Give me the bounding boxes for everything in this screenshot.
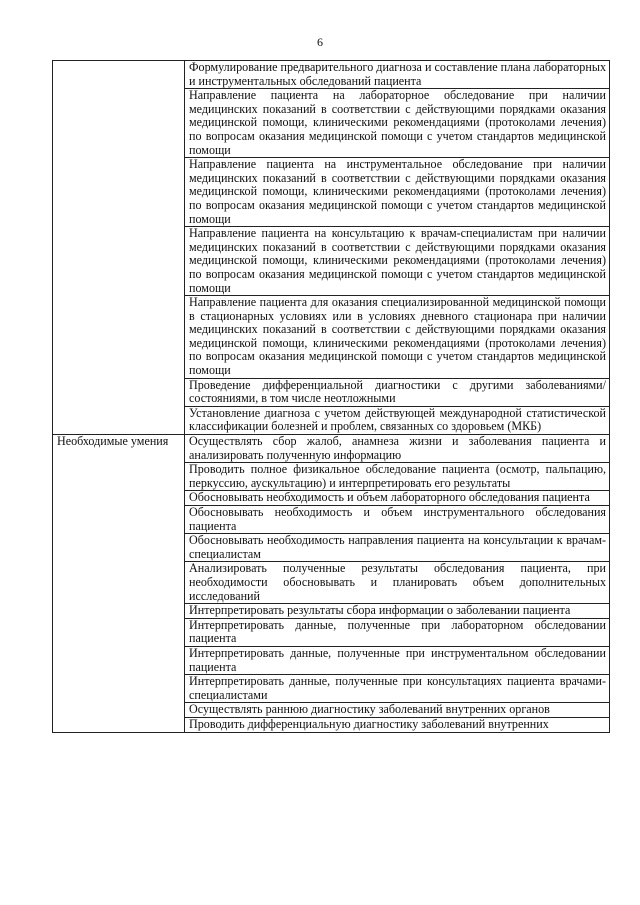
item-cell: Направление пациента на инструментальное обследование при наличии медицинских показаний в соответствии с действующими порядками оказания медицинской помощи, клиническими рекомендациями (протоколами лечения) по вопросам оказания медицинской помощи с учетом стандартов медицинской помощи (185, 158, 610, 227)
item-cell: Обосновывать необходимость и объем инструментального обследования пациента (185, 506, 610, 534)
section-header-cell (53, 61, 185, 435)
item-cell: Направление пациента на лабораторное обследование при наличии медицинских показаний в соответствии с действующими порядками оказания медицинской помощи, клиническими рекомендациями (протоколами лечения) по вопросам оказания медицинской помощи с учетом стандартов медицинской помощи (185, 89, 610, 158)
item-cell: Обосновывать необходимость и объем лабораторного обследования пациента (185, 491, 610, 506)
item-cell: Интерпретировать данные, полученные при консультациях пациента врачами-специалистами (185, 675, 610, 703)
item-cell: Интерпретировать данные, полученные при инструментальном обследовании пациента (185, 646, 610, 674)
competency-table-body (53, 61, 610, 733)
item-cell: Направление пациента для оказания специализированной медицинской помощи в стационарных условиях или в условиях дневного стационара при наличии медицинских показаний в соответствии с действующими порядками оказания медицинской помощи, клиническими рекомендациями (протоколами лечения) по вопросам оказания медицинской помощи с учетом стандартов медицинской помощи (185, 296, 610, 379)
item-cell: Проведение дифференциальной диагностики с другими заболеваниями/состояниями, в том числе неотложными (185, 378, 610, 406)
item-cell: Интерпретировать данные, полученные при лабораторном обследовании пациента (185, 618, 610, 646)
item-cell: Обосновывать необходимость направления пациента на консультации к врачам-специалистам (185, 534, 610, 562)
section-header-cell: Необходимые умения (53, 435, 185, 732)
item-cell: Интерпретировать результаты сбора информации о заболевании пациента (185, 604, 610, 619)
item-cell: Направление пациента на консультацию к врачам-специалистам при наличии медицинских показаний в соответствии с действующими порядками оказания медицинской помощи, клиническими рекомендациями (протоколами лечения) по вопросам оказания медицинской помощи с учетом стандартов медицинской помощи (185, 227, 610, 296)
item-cell: Осуществлять раннюю диагностику заболеваний внутренних органов (185, 703, 610, 718)
item-cell: Осуществлять сбор жалоб, анамнеза жизни и заболевания пациента и анализировать полученную информацию (185, 435, 610, 463)
item-cell: Анализировать полученные результаты обследования пациента, при необходимости обосновывать и планировать объем дополнительных исследований (185, 562, 610, 604)
item-cell: Проводить дифференциальную диагностику заболеваний внутренних (185, 717, 610, 732)
item-cell: Установление диагноза с учетом действующей международной статистической классификации болезней и проблем, связанных со здоровьем (МКБ) (185, 406, 610, 434)
item-cell: Формулирование предварительного диагноза и составление плана лабораторных и инструментальных обследований пациента (185, 61, 610, 89)
competency-table (52, 60, 610, 733)
item-cell: Проводить полное физикальное обследование пациента (осмотр, пальпацию, перкуссию, аускультацию) и интерпретировать его результаты (185, 463, 610, 491)
page-number: 6 (317, 35, 323, 49)
table-row (53, 61, 610, 89)
table-row (53, 435, 610, 463)
